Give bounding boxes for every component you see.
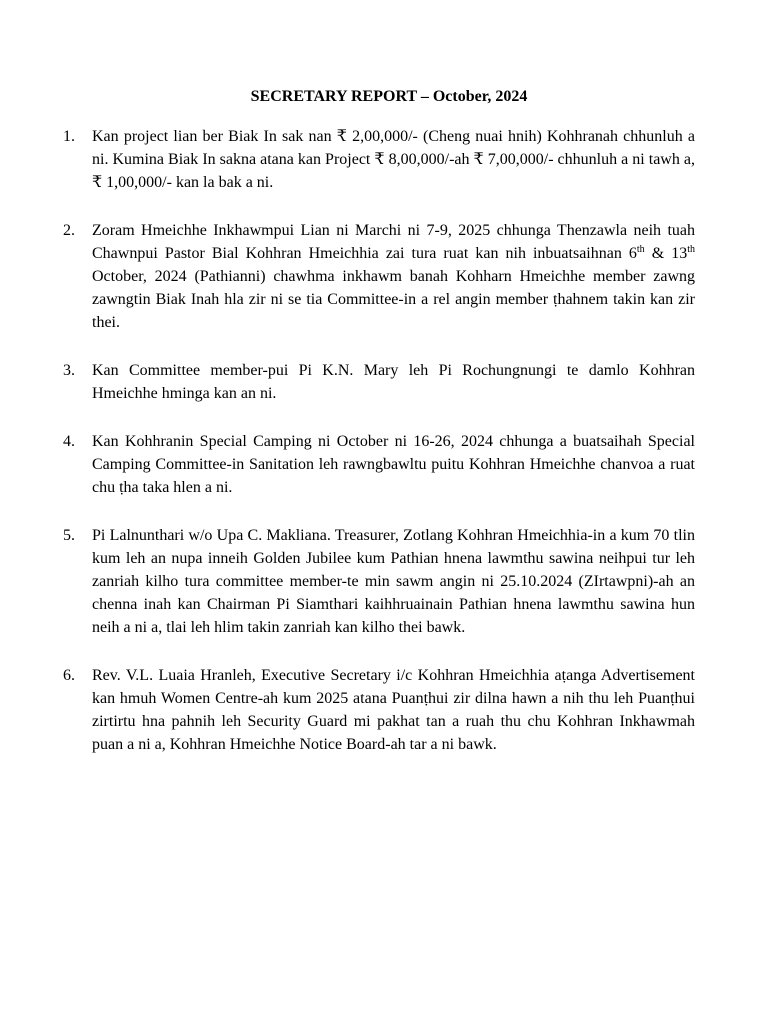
item-number: 3. bbox=[63, 362, 75, 379]
item-number: 2. bbox=[63, 222, 75, 239]
report-item-5 bbox=[63, 524, 695, 639]
report-item-1 bbox=[63, 125, 695, 194]
item-text-part: Zoram Hmeichhe Inkhawmpui Lian ni Marchi ni 7-9, 2025 chhunga Thenzawla neih tuah Chawnpui Pastor Bial Kohhran Hmeichhia zai tura ruat kan nih inbuatsaihnan 6 bbox=[92, 222, 695, 262]
item-number: 4. bbox=[63, 433, 75, 450]
item-text: Pi Lalnunthari w/o Upa C. Makliana. Treasurer, Zotlang Kohhran Hmeichhia-in a kum 70 tlin kum leh an nupa inneih Golden Jubilee kum Pathian hnena lawmthu sawina neihpui tur leh zanriah kilho tura committee member-te min sawm angin ni 25.10.2024 (ZIrtawpni)-ah an chenna inah kan Chairman Pi Siamthari kaihhruainain Pathian hnena lawmthu sawina hun neih a ni a, tlai leh hlim takin zanriah kan kilho thei bawk. bbox=[92, 527, 695, 636]
item-number: 6. bbox=[63, 667, 75, 684]
ordinal-suffix: th bbox=[636, 244, 645, 255]
report-title: SECRETARY REPORT – October, 2024 bbox=[250, 88, 528, 105]
item-text: Kan Committee member-pui Pi K.N. Mary leh Pi Rochungnungi te damlo Kohhran Hmeichhe hminga kan an ni. bbox=[92, 362, 695, 402]
report-items-list bbox=[63, 125, 695, 781]
item-text: Rev. V.L. Luaia Hranleh, Executive Secretary i/c Kohhran Hmeichhia aṭanga Advertisement kan hmuh Women Centre-ah kum 2025 atana Puanṭhui zir dilna hawn a nih thu leh Puanṭhui zirtirtu hna pahnih leh Security Guard mi pakhat tan a ruah thu chu Kohhran Inkhawmah puan a ni a, Kohhran Hmeichhe Notice Board-ah tar a ni bawk. bbox=[92, 667, 695, 753]
report-item-3 bbox=[63, 359, 695, 405]
report-item-2 bbox=[63, 219, 695, 334]
report-item-4 bbox=[63, 430, 695, 499]
item-text: Kan project lian ber Biak In sak nan ₹ 2,00,000/- (Cheng nuai hnih) Kohhranah chhunluh a ni. Kumina Biak In sakna atana kan Project ₹ 8,00,000/-ah ₹ 7,00,000/- chhunluh a ni tawh a, ₹ 1,00,000/- kan la bak a ni. bbox=[92, 128, 695, 191]
report-item-6 bbox=[63, 664, 695, 756]
item-number: 1. bbox=[63, 128, 75, 145]
item-text-part: & 13 bbox=[644, 245, 688, 262]
item-text bbox=[92, 219, 695, 334]
item-text-part: October, 2024 (Pathianni) chawhma inkhawm banah Kohharn Hmeichhe member zawng zawngtin Biak Inah hla zir ni se tia Committee-in a rel angin member ṭhahnem takin kan zir thei. bbox=[92, 268, 695, 331]
ordinal-suffix: th bbox=[687, 244, 695, 255]
item-text: Kan Kohhranin Special Camping ni October ni 16-26, 2024 chhunga a buatsaihah Special Camping Committee-in Sanitation leh rawngbawltu puitu Kohhran Hmeichhe chanvoa a ruat chu ṭha taka hlen a ni. bbox=[92, 433, 695, 496]
item-number: 5. bbox=[63, 527, 75, 544]
